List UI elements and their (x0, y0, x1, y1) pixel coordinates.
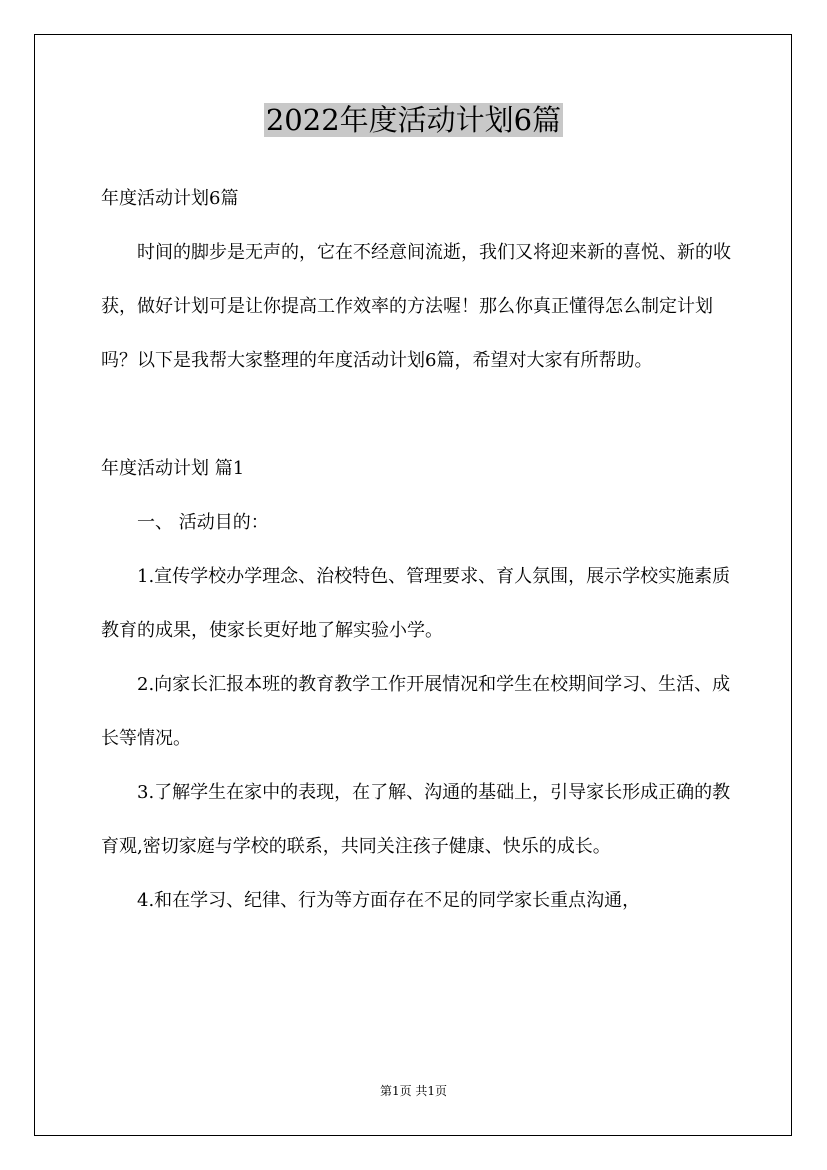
document-body (101, 172, 741, 928)
list-item: 3.了解学生在家中的表现，在了解、沟通的基础上，引导家长形成正确的教育观,密切家庭与学校的联系，共同关注孩子健康、快乐的成长。 (101, 782, 731, 857)
section-spacer (101, 388, 741, 442)
intro-paragraph: 时间的脚步是无声的，它在不经意间流逝，我们又将迎来新的喜悦、新的收获，做好计划可是让你提高工作效率的方法喔！那么你真正懂得怎么制定计划吗？以下是我帮大家整理的年度活动计划6篇，希望对大家有所帮助。 (101, 242, 731, 371)
subtitle: 年度活动计划6篇 (101, 188, 239, 209)
list-item: 4.和在学习、纪律、行为等方面存在不足的同学家长重点沟通， (137, 890, 641, 911)
page-number: 第1页 共1页 (379, 1084, 448, 1098)
section-heading: 年度活动计划 篇1 (101, 458, 245, 479)
list-item: 2.向家长汇报本班的教育教学工作开展情况和学生在校期间学习、生活、成长等情况。 (101, 674, 731, 749)
list-item: 1.宣传学校办学理念、治校特色、管理要求、育人氛围，展示学校实施素质教育的成果，使家长更好地了解实验小学。 (101, 566, 731, 641)
objective-heading: 一、 活动目的： (137, 512, 269, 533)
title-text: 2022年度活动计划6篇 (265, 103, 562, 137)
document-title (0, 98, 827, 142)
page-footer (0, 1082, 827, 1099)
